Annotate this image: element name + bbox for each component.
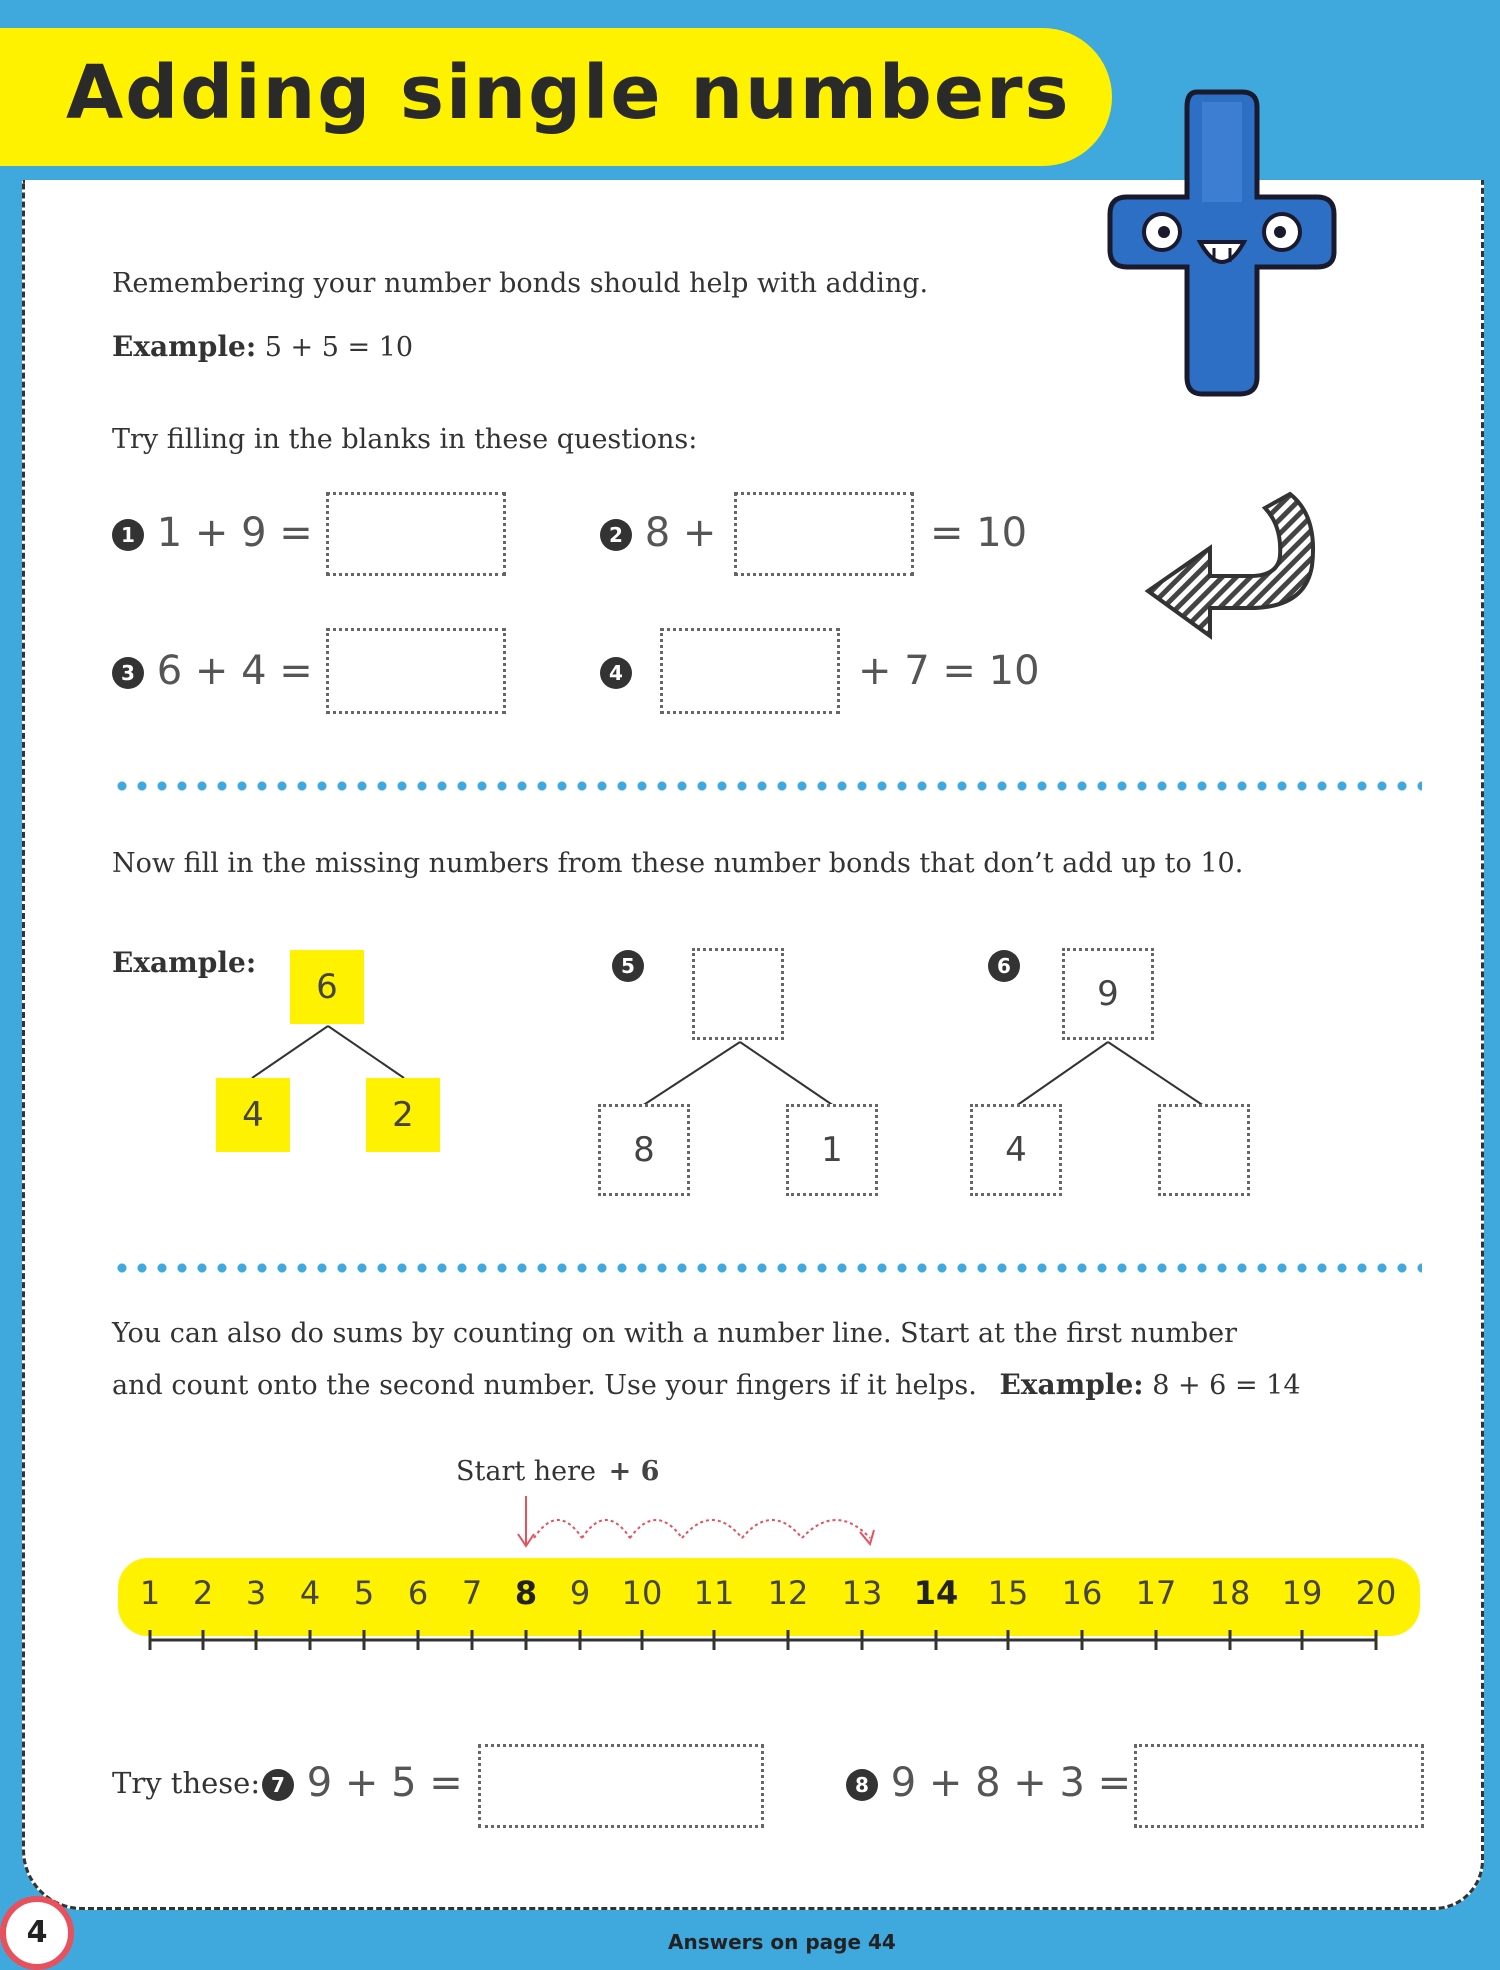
number-line-label: 14	[913, 1574, 959, 1612]
try-these-label: Try these:	[112, 1766, 261, 1800]
number-line-label: 18	[1209, 1574, 1251, 1612]
numberline-example-sum: 8 + 6 = 14	[1152, 1370, 1301, 1401]
question-4-result: + 7 = 10	[858, 648, 1040, 694]
example-bond-top: 6	[290, 950, 364, 1024]
example-sum: 5 + 5 = 10	[264, 332, 414, 363]
bond-6-top: 9	[1062, 948, 1154, 1040]
example-bond-left: 4	[216, 1078, 290, 1152]
number-line-label: 17	[1135, 1574, 1177, 1612]
question-number: 4	[600, 657, 632, 689]
number-line-label: 4	[299, 1574, 321, 1612]
answer-box-7[interactable]	[478, 1744, 764, 1828]
question-number-5: 5	[612, 950, 644, 982]
numberline-text-2-body: and count onto the second number. Use your fingers if it helps.	[112, 1370, 977, 1401]
question-number-6: 6	[988, 950, 1020, 982]
question-2-result: = 10	[930, 510, 1028, 556]
example-bond-right: 2	[366, 1078, 440, 1152]
intro-text: Remembering your number bonds should help with adding.	[112, 268, 929, 299]
numberline-text-1: You can also do sums by counting on with a number line. Start at the first number	[112, 1318, 1238, 1349]
number-line-label: 1	[139, 1574, 161, 1612]
number-line-ticks	[0, 1620, 1500, 1660]
number-line-label: 12	[767, 1574, 809, 1612]
number-line-label: 10	[621, 1574, 663, 1612]
answers-reference: Answers on page 44	[668, 1930, 896, 1954]
bond-6-left: 4	[970, 1104, 1062, 1196]
question-sum: 9 + 8 + 3 =	[890, 1760, 1132, 1806]
question-number: 2	[600, 519, 632, 551]
number-line-label: 9	[569, 1574, 591, 1612]
bond-6-right[interactable]	[1158, 1104, 1250, 1196]
number-line-label: 3	[245, 1574, 267, 1612]
number-line-label: 15	[987, 1574, 1029, 1612]
bonds-example-label: Example:	[112, 946, 257, 979]
dotted-divider	[112, 1262, 1422, 1274]
jump-arcs	[500, 1494, 960, 1554]
question-number: 8	[846, 1769, 878, 1801]
question-sum: 8 +	[644, 510, 717, 556]
question-number: 3	[112, 657, 144, 689]
number-line-label: 11	[693, 1574, 735, 1612]
numberline-example-label: Example:	[999, 1368, 1144, 1401]
number-line-label: 2	[192, 1574, 214, 1612]
start-here-text: Start here	[456, 1456, 597, 1487]
question-sum: 9 + 5 =	[306, 1760, 463, 1806]
question-sum: 6 + 4 =	[156, 648, 313, 694]
bond-5-right: 1	[786, 1104, 878, 1196]
numberline-text-2	[112, 1368, 1301, 1401]
question-number: 1	[112, 519, 144, 551]
page-number: 4	[0, 1896, 74, 1970]
start-here-label	[456, 1456, 659, 1487]
number-line-label: 20	[1355, 1574, 1397, 1612]
question-sum: 1 + 9 =	[156, 510, 313, 556]
example-label: Example:	[112, 330, 257, 363]
bond-5-top[interactable]	[692, 948, 784, 1040]
bonds-instruction: Now fill in the missing numbers from these number bonds that don’t add up to 10.	[112, 848, 1244, 879]
jump-label: + 6	[608, 1456, 660, 1487]
number-line-label: 6	[407, 1574, 429, 1612]
page-title: Adding single numbers	[66, 50, 1071, 136]
number-line-label: 16	[1061, 1574, 1103, 1612]
answer-box-8[interactable]	[1134, 1744, 1424, 1828]
number-line-label: 5	[353, 1574, 375, 1612]
number-line-label: 19	[1281, 1574, 1323, 1612]
question-number: 7	[262, 1769, 294, 1801]
question-7	[262, 1760, 463, 1806]
number-line-label: 7	[461, 1574, 483, 1612]
number-line-label: 8	[514, 1574, 538, 1612]
question-8	[846, 1760, 1131, 1806]
number-line-label: 13	[841, 1574, 883, 1612]
instruction-text: Try filling in the blanks in these questions:	[112, 424, 698, 455]
bond-5-left: 8	[598, 1104, 690, 1196]
